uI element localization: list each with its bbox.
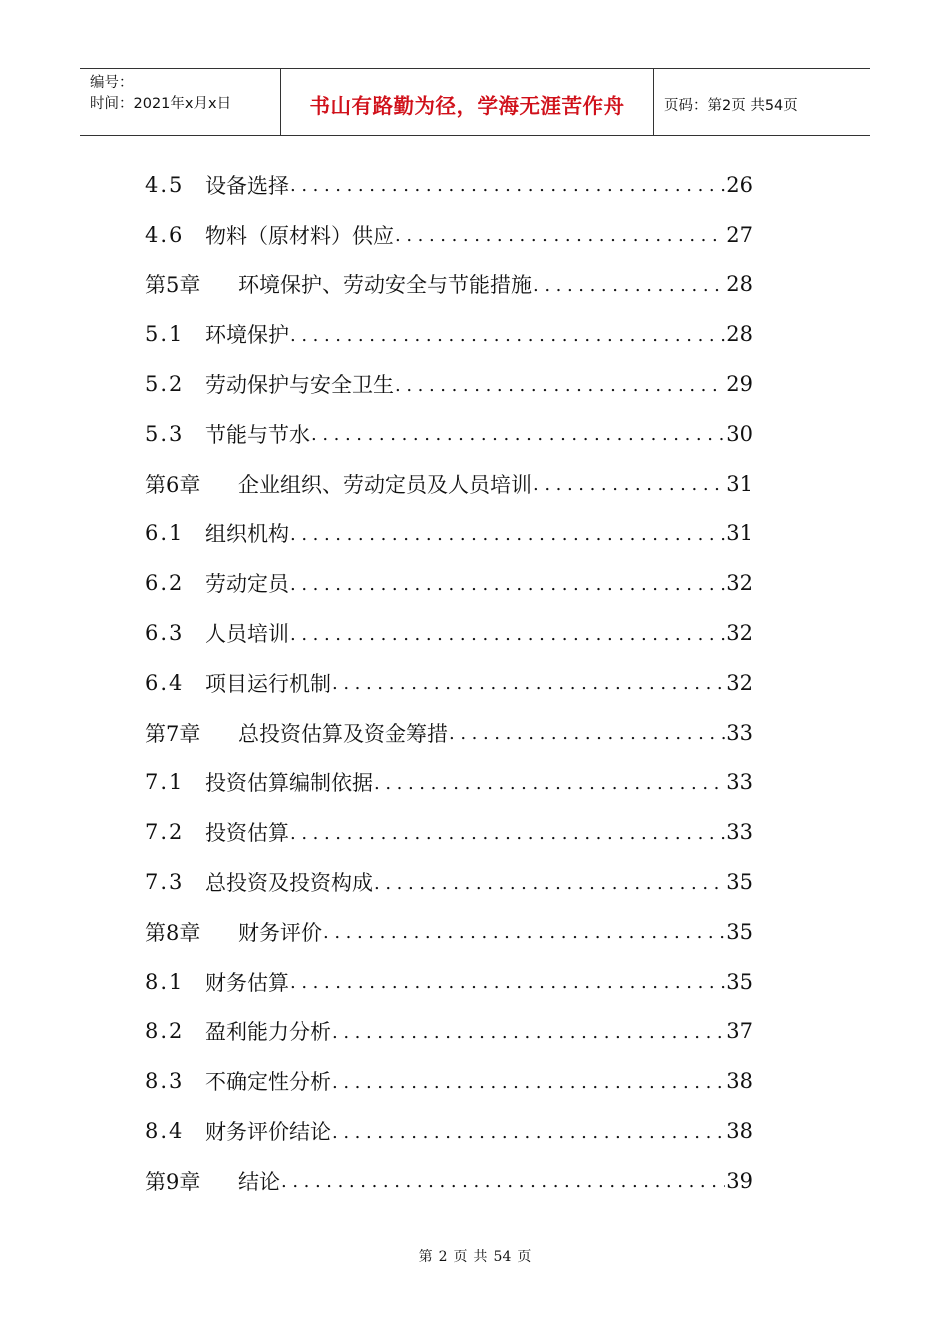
toc-entry[interactable] <box>145 1056 753 1106</box>
toc-entry[interactable] <box>145 509 753 559</box>
toc-dot-leader <box>533 274 725 295</box>
toc-dot-leader <box>332 1071 725 1092</box>
toc-entry-title: 劳动定员 <box>205 572 289 597</box>
toc-dot-leader <box>332 1121 725 1142</box>
toc-section-number: 5.3 <box>145 421 185 446</box>
toc-page-number: 35 <box>726 969 753 994</box>
toc-entry-title: 财务估算 <box>205 970 289 995</box>
toc-page-number: 32 <box>726 571 753 596</box>
toc-page-number: 39 <box>726 1168 753 1193</box>
toc-page-number: 33 <box>726 820 753 845</box>
toc-dot-leader <box>311 423 725 444</box>
table-of-contents <box>145 160 753 1206</box>
toc-entry[interactable] <box>145 1156 753 1206</box>
footer-ye: 页 <box>453 1249 468 1265</box>
toc-dot-leader <box>281 1170 725 1191</box>
toc-entry[interactable] <box>145 409 753 459</box>
toc-chapter-number: 第8章 <box>145 920 201 945</box>
toc-section-number: 6.2 <box>145 571 185 596</box>
toc-entry[interactable] <box>145 260 753 310</box>
toc-entry-title: 组织机构 <box>205 522 289 547</box>
toc-section-number: 4.6 <box>145 222 185 247</box>
toc-section-number: 8.1 <box>145 969 185 994</box>
toc-page-number: 30 <box>726 421 753 446</box>
footer-ye-2: 页 <box>517 1249 532 1265</box>
toc-section-number: 6.3 <box>145 621 185 646</box>
toc-page-number: 38 <box>726 1069 753 1094</box>
toc-page-number: 32 <box>726 670 753 695</box>
toc-entry[interactable] <box>145 758 753 808</box>
toc-page-number: 31 <box>726 521 753 546</box>
toc-entry[interactable] <box>145 558 753 608</box>
header-motto: 书山有路勤为径，学海无涯苦作舟 <box>281 69 654 135</box>
toc-dot-leader <box>290 523 725 544</box>
document-number-label: 编号： <box>90 75 134 91</box>
toc-page-number: 35 <box>726 870 753 895</box>
toc-entry[interactable] <box>145 1106 753 1156</box>
toc-chapter-number: 第9章 <box>145 1169 201 1194</box>
footer-total-pages: 54 <box>493 1249 512 1265</box>
toc-dot-leader <box>290 971 725 992</box>
toc-entry-title: 节能与节水 <box>205 422 310 447</box>
toc-section-number: 8.2 <box>145 1019 185 1044</box>
toc-dot-leader <box>290 324 725 345</box>
toc-section-number: 6.1 <box>145 521 185 546</box>
toc-page-number: 27 <box>726 222 753 247</box>
toc-entry-title: 项目运行机制 <box>205 671 331 696</box>
toc-page-number: 37 <box>726 1019 753 1044</box>
footer-page-number: 2 <box>438 1249 448 1265</box>
toc-section-number: 7.1 <box>145 770 185 795</box>
toc-dot-leader <box>395 374 725 395</box>
toc-chapter-number: 第7章 <box>145 721 201 746</box>
toc-section-number: 5.2 <box>145 372 185 397</box>
toc-page-number: 26 <box>726 172 753 197</box>
toc-dot-leader <box>332 672 725 693</box>
toc-page-number: 35 <box>726 919 753 944</box>
toc-dot-leader <box>395 224 725 245</box>
toc-entry[interactable] <box>145 708 753 758</box>
toc-page-number: 31 <box>726 471 753 496</box>
toc-dot-leader <box>533 473 725 494</box>
toc-page-number: 29 <box>726 372 753 397</box>
toc-page-number: 33 <box>726 770 753 795</box>
toc-entry[interactable] <box>145 857 753 907</box>
toc-entry-title: 总投资及投资构成 <box>205 871 373 896</box>
footer-di: 第 <box>418 1249 433 1265</box>
toc-entry[interactable] <box>145 160 753 210</box>
toc-section-number: 6.4 <box>145 670 185 695</box>
toc-chapter-number: 第6章 <box>145 472 201 497</box>
toc-entry[interactable] <box>145 608 753 658</box>
toc-entry-title: 设备选择 <box>205 173 289 198</box>
toc-entry-title: 人员培训 <box>205 622 289 647</box>
toc-entry-title: 环境保护 <box>205 323 289 348</box>
toc-chapter-number: 第5章 <box>145 273 201 298</box>
toc-entry[interactable] <box>145 309 753 359</box>
page-header <box>80 68 870 136</box>
toc-entry[interactable] <box>145 1007 753 1057</box>
toc-dot-leader <box>290 623 725 644</box>
toc-dot-leader <box>290 822 725 843</box>
toc-entry-title: 财务评价 <box>238 920 322 945</box>
toc-dot-leader <box>323 921 725 942</box>
toc-entry[interactable] <box>145 459 753 509</box>
toc-entry-title: 投资估算编制依据 <box>205 771 373 796</box>
toc-entry[interactable] <box>145 807 753 857</box>
toc-dot-leader <box>290 174 725 195</box>
toc-entry[interactable] <box>145 907 753 957</box>
toc-entry-title: 财务评价结论 <box>205 1120 331 1145</box>
toc-entry-title: 不确定性分析 <box>205 1070 331 1095</box>
toc-entry-title: 结论 <box>238 1169 280 1194</box>
toc-section-number: 7.3 <box>145 870 185 895</box>
toc-entry-title: 盈利能力分析 <box>205 1020 331 1045</box>
footer-gong: 共 <box>473 1249 488 1265</box>
toc-page-number: 28 <box>726 272 753 297</box>
toc-page-number: 32 <box>726 621 753 646</box>
toc-entry-title: 总投资估算及资金筹措 <box>238 721 448 746</box>
toc-entry-title: 物料（原材料）供应 <box>205 223 394 248</box>
toc-section-number: 8.4 <box>145 1119 185 1144</box>
header-page-info: 页码：第2页 共54页 <box>664 97 798 114</box>
toc-section-number: 7.2 <box>145 820 185 845</box>
toc-section-number: 8.3 <box>145 1069 185 1094</box>
toc-page-number: 38 <box>726 1119 753 1144</box>
page-footer <box>0 1246 950 1266</box>
toc-page-number: 33 <box>726 720 753 745</box>
toc-entry-title: 环境保护、劳动安全与节能措施 <box>238 273 532 298</box>
toc-dot-leader <box>332 1021 725 1042</box>
toc-section-number: 5.1 <box>145 322 185 347</box>
toc-dot-leader <box>374 872 725 893</box>
toc-section-number: 4.5 <box>145 172 185 197</box>
toc-entry[interactable] <box>145 210 753 260</box>
toc-entry[interactable] <box>145 359 753 409</box>
toc-entry-title: 劳动保护与安全卫生 <box>205 373 394 398</box>
toc-dot-leader <box>290 573 725 594</box>
toc-dot-leader <box>449 722 725 743</box>
toc-page-number: 28 <box>726 322 753 347</box>
header-meta <box>80 69 281 135</box>
toc-entry-title: 投资估算 <box>205 821 289 846</box>
toc-entry[interactable] <box>145 957 753 1007</box>
toc-entry[interactable] <box>145 658 753 708</box>
toc-entry-title: 企业组织、劳动定员及人员培训 <box>238 472 532 497</box>
document-date: 时间：2021年x月x日 <box>90 96 232 112</box>
toc-dot-leader <box>374 772 725 793</box>
